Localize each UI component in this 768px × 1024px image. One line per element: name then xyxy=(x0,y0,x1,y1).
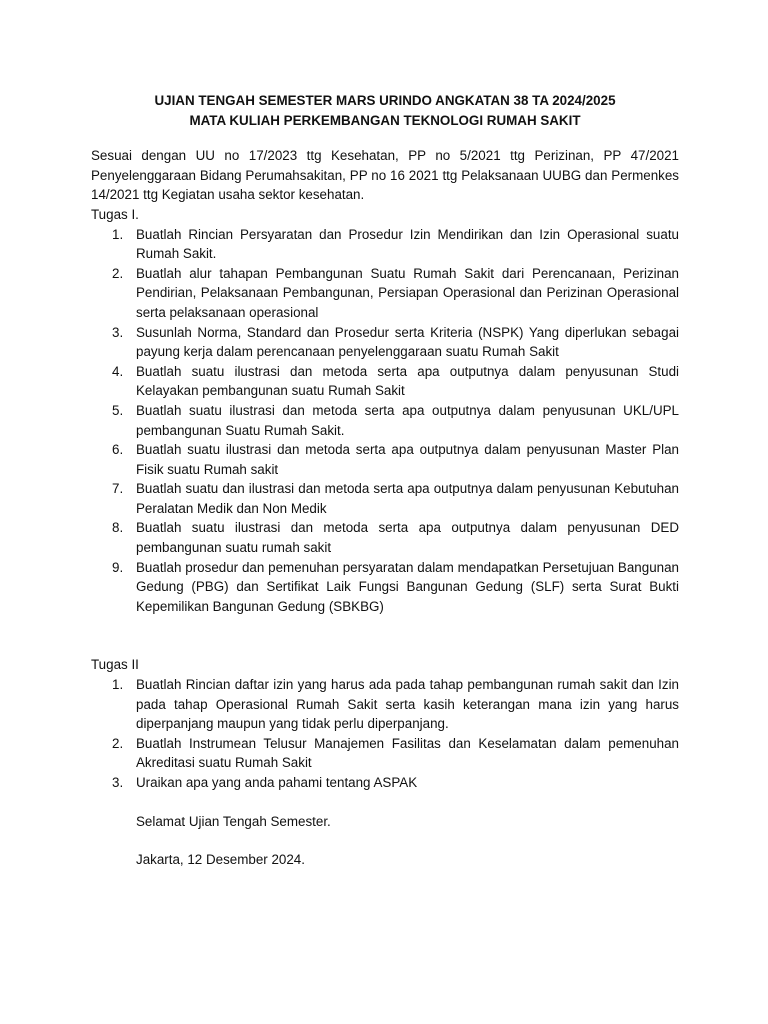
item-number: 3. xyxy=(112,324,124,340)
item-text: Susunlah Norma, Standard dan Prosedur serta Kriteria (NSPK) Yang diperlukan sebagai payung kerja dalam perencanaan penyelenggaraan suatu Rumah Sakit xyxy=(136,324,679,360)
item-text: Buatlah suatu dan ilustrasi dan metoda serta apa outputnya dalam penyusunan Kebutuhan Peralatan Medik dan Non Medik xyxy=(136,481,679,516)
item-number: 2. xyxy=(112,735,124,751)
list-item xyxy=(91,675,679,734)
section-spacer xyxy=(91,616,679,655)
list-item xyxy=(91,401,679,440)
item-number: 1. xyxy=(112,677,124,693)
title-line-2: MATA KULIAH PERKEMBANGAN TEKNOLOGI RUMAH SAKIT xyxy=(189,112,581,128)
item-number: 1. xyxy=(112,226,124,242)
title-line-1: UJIAN TENGAH SEMESTER MARS URINDO ANGKATAN 38 TA 2024/2025 xyxy=(154,93,616,108)
tugas-2-list xyxy=(91,675,679,793)
item-text: Buatlah suatu ilustrasi dan metoda serta apa outputnya dalam penyusunan DED pembangunan suatu rumah sakit xyxy=(136,520,679,556)
list-item xyxy=(91,773,679,793)
tugas-2-label: Tugas II xyxy=(91,657,139,673)
list-item xyxy=(91,264,679,323)
tugas-1-label: Tugas I. xyxy=(91,206,139,222)
item-text: Buatlah Instrumean Telusur Manajemen Fasilitas dan Keselamatan dalam pemenuhan Akreditasi suatu Rumah Sakit xyxy=(136,735,679,771)
list-item xyxy=(91,558,679,617)
item-number: 7. xyxy=(112,481,124,497)
item-text: Buatlah suatu ilustrasi dan metoda serta apa outputnya dalam penyusunan UKL/UPL pembangunan Suatu Rumah Sakit. xyxy=(136,402,679,438)
item-number: 5. xyxy=(112,402,124,418)
closing-spacer xyxy=(91,793,679,812)
intro-paragraph: Sesuai dengan UU no 17/2023 ttg Kesehatan, PP no 5/2021 ttg Perizinan, PP 47/2021 Penyelenggaraan Bidang Perumahsakitan, PP no 16 2021 ttg Pelaksanaan UUBG dan Permenkes 14/2021 ttg Kegiatan usaha sektor kesehatan. xyxy=(91,148,679,203)
closing-greeting: Selamat Ujian Tengah Semester. xyxy=(136,813,331,829)
list-item xyxy=(91,479,679,518)
place-date: Jakarta, 12 Desember 2024. xyxy=(136,852,305,868)
list-item xyxy=(91,734,679,773)
item-number: 6. xyxy=(112,442,124,458)
item-text: Buatlah Rincian Persyaratan dan Prosedur Izin Mendirikan dan Izin Operasional suatu Rumah Sakit. xyxy=(136,226,679,262)
tugas-1-list xyxy=(91,225,679,617)
item-number: 4. xyxy=(112,363,124,379)
item-text: Uraikan apa yang anda pahami tentang ASPAK xyxy=(136,775,418,790)
item-text: Buatlah suatu ilustrasi dan metoda serta apa outputnya dalam penyusunan Studi Kelayakan pembangunan suatu Rumah Sakit xyxy=(136,363,679,399)
list-item xyxy=(91,225,679,264)
closing-spacer xyxy=(91,831,679,850)
item-number: 2. xyxy=(112,265,124,281)
list-item xyxy=(91,362,679,401)
document-title xyxy=(91,91,679,130)
item-text: Buatlah Rincian daftar izin yang harus ada pada tahap pembangunan rumah sakit dan Izin pada tahap Operasional Rumah Sakit serta kasih keterangan mana izin yang harus diperpanjang maupun yang tidak perlu diperpanjang. xyxy=(136,677,679,732)
list-item xyxy=(91,518,679,557)
list-item xyxy=(91,323,679,362)
item-text: Buatlah suatu ilustrasi dan metoda serta apa outputnya dalam penyusunan Master Plan Fisik suatu Rumah sakit xyxy=(136,442,679,477)
item-text: Buatlah prosedur dan pemenuhan persyaratan dalam mendapatkan Persetujuan Bangunan Gedung (PBG) dan Sertifikat Laik Fungsi Bangunan Gedung (SLF) serta Surat Bukti Kepemilikan Bangunan Gedung (SBKBG) xyxy=(136,559,679,614)
list-item xyxy=(91,440,679,479)
item-number: 8. xyxy=(112,520,124,536)
item-text: Buatlah alur tahapan Pembangunan Suatu Rumah Sakit dari Perencanaan, Perizinan Pendirian, Pelaksanaan Pembangunan, Persiapan Operasional dan Perizinan Operasional serta pelaksanaan operasional xyxy=(136,265,679,320)
item-number: 3. xyxy=(112,775,124,790)
item-number: 9. xyxy=(112,559,124,575)
